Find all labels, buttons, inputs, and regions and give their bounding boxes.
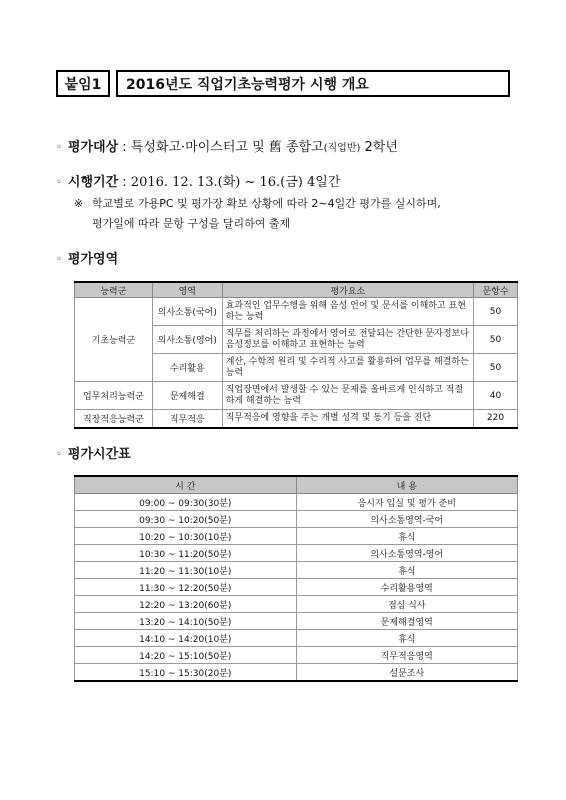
attachment-label: 붙임1 [56, 70, 110, 97]
element-cell: 직무를 처리하는 과정에서 영어로 전달되는 간단한 문자정보나 음성정보를 이해하고 표현하는 능력 [222, 326, 473, 354]
content-cell: 의사소통영역-국어 [296, 511, 517, 528]
schedule-table [74, 475, 518, 682]
document-title: 2016년도 직업기초능력평가 시행 개요 [116, 70, 510, 97]
table-row [75, 511, 518, 528]
bullet-icon: ◦ [56, 142, 62, 153]
table-row [75, 664, 518, 682]
table-row [75, 410, 518, 428]
content-cell: 응시자 입실 및 평가 준비 [296, 494, 517, 511]
time-cell: 13:20 ~ 14:10(50분) [75, 613, 297, 630]
note-line-1: 학교별로 가용PC 및 평가장 확보 상황에 따라 2∼4일간 평가를 실시하며, [92, 197, 441, 210]
target-label: 평가대상 [67, 140, 119, 155]
content-cell: 점심 식사 [296, 596, 517, 613]
table-row [75, 647, 518, 664]
area-cell: 수리활용 [152, 354, 222, 382]
table-row [75, 562, 518, 579]
target-value-sub: (직업반) [323, 143, 361, 154]
content-cell: 문제해결영역 [296, 613, 517, 630]
section-eval-area [56, 248, 118, 267]
table-header-row [75, 282, 518, 298]
area-cell: 문제해결 [152, 382, 222, 410]
time-cell: 10:30 ~ 11:20(50분) [75, 545, 297, 562]
section-time-table-title: 평가시간표 [67, 447, 131, 462]
count-cell: 50 [474, 326, 518, 354]
target-line: ◦ 평가대상 : 특성화고·마이스터고 및 舊 종합고(직업반) 2학년 [56, 140, 398, 155]
element-cell: 계산, 수학적 원리 및 수리적 사고를 활용하여 업무를 해결하는 능력 [222, 354, 473, 382]
table-row [75, 382, 518, 410]
table-row [75, 494, 518, 511]
time-cell: 14:10 ~ 14:20(10분) [75, 630, 297, 647]
col-header-group: 능력군 [75, 282, 153, 298]
section-time-table [56, 443, 131, 462]
document-header [56, 70, 510, 99]
content-cell: 수리활용영역 [296, 579, 517, 596]
time-cell: 11:20 ~ 11:30(10분) [75, 562, 297, 579]
col-header-time: 시 간 [75, 476, 297, 494]
time-cell: 12:20 ~ 13:20(60분) [75, 596, 297, 613]
element-cell: 직업장면에서 발생할 수 있는 문제를 올바르게 인식하고 적절하게 해결하는 능력 [222, 382, 473, 410]
col-header-element: 평가요소 [222, 282, 473, 298]
count-cell: 50 [474, 298, 518, 326]
content-cell: 의사소통영역-영어 [296, 545, 517, 562]
time-cell: 15:10 ~ 15:30(20분) [75, 664, 297, 682]
content-cell: 설문조사 [296, 664, 517, 682]
content-cell: 휴식 [296, 562, 517, 579]
group-work: 업무처리능력군 [75, 382, 153, 410]
time-cell: 09:00 ~ 09:30(30분) [75, 494, 297, 511]
period-label: 시행기간 [67, 175, 119, 190]
table-row [75, 545, 518, 562]
bullet-icon: ◦ [56, 177, 62, 188]
time-cell: 09:30 ~ 10:20(50분) [75, 511, 297, 528]
eval-area-table [74, 281, 518, 429]
group-basic: 기초능력군 [75, 298, 153, 382]
time-cell: 10:20 ~ 10:30(10분) [75, 528, 297, 545]
col-header-content: 내 용 [296, 476, 517, 494]
element-cell: 직무적응에 영향을 주는 개별 성격 및 동기 등을 진단 [222, 410, 473, 428]
reference-mark-icon: ※ [74, 197, 84, 210]
bullet-icon: ◦ [56, 449, 62, 460]
area-cell: 직무적응 [152, 410, 222, 428]
content-cell: 휴식 [296, 630, 517, 647]
time-cell: 14:20 ~ 15:10(50분) [75, 647, 297, 664]
table-header-row [75, 476, 518, 494]
table-row [75, 613, 518, 630]
table-row [75, 528, 518, 545]
time-cell: 11:30 ~ 12:20(50분) [75, 579, 297, 596]
table-row [75, 298, 518, 326]
group-job: 직장적응능력군 [75, 410, 153, 428]
table-row [75, 596, 518, 613]
col-header-area: 영역 [152, 282, 222, 298]
period-value: 2016. 12. 13.(화) ~ 16.(금) 4일간 [130, 175, 341, 190]
table-row [75, 579, 518, 596]
area-cell: 의사소통(국어) [152, 298, 222, 326]
period-note [74, 194, 520, 234]
content-cell: 휴식 [296, 528, 517, 545]
element-cell: 효과적인 업무수행을 위해 음성 언어 및 문서를 이해하고 표현하는 능력 [222, 298, 473, 326]
note-line-2: 평가일에 따라 문항 구성을 달리하여 출제 [92, 217, 291, 230]
section-eval-area-title: 평가영역 [67, 252, 119, 267]
col-header-count: 문항수 [474, 282, 518, 298]
count-cell: 220 [474, 410, 518, 428]
period-line: ◦ 시행기간 : 2016. 12. 13.(화) ~ 16.(금) 4일간 [56, 175, 341, 190]
target-value-grade: 2학년 [360, 140, 398, 155]
area-cell: 의사소통(영어) [152, 326, 222, 354]
count-cell: 40 [474, 382, 518, 410]
content-cell: 직무적응영역 [296, 647, 517, 664]
table-row [75, 630, 518, 647]
target-value: 특성화고·마이스터고 및 舊 종합고 [130, 140, 324, 155]
bullet-icon: ◦ [56, 254, 62, 265]
count-cell: 50 [474, 354, 518, 382]
